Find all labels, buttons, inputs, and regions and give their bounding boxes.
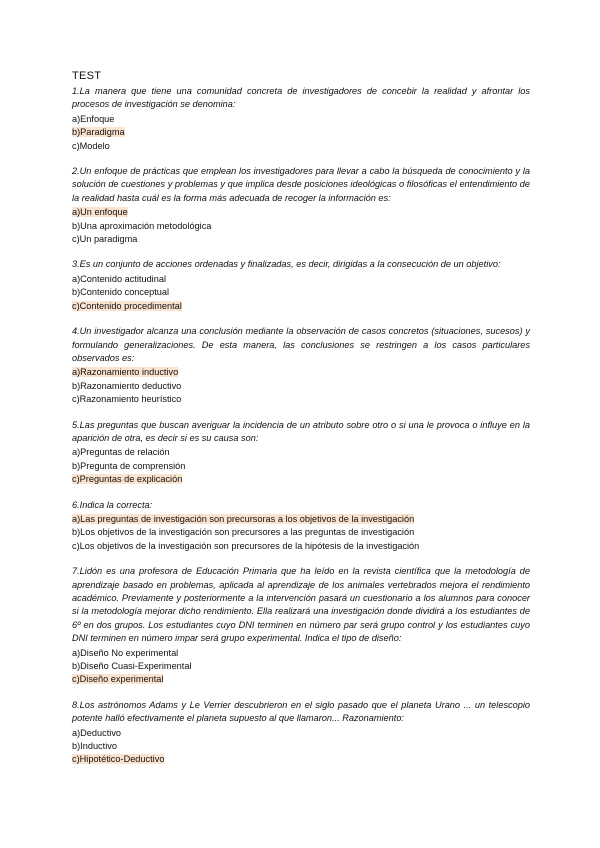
answer-option-label: b)Paradigma: [72, 127, 125, 138]
answer-option-correct: [72, 206, 530, 219]
answer-option-label: c)Modelo: [72, 140, 110, 151]
answer-option-label: a)Razonamiento inductivo: [72, 367, 179, 378]
answer-option-correct: [72, 366, 530, 379]
question-block: [72, 419, 530, 487]
answer-option-label: c)Los objetivos de la investigación son precursores de la hipótesis de la investigación: [72, 540, 420, 551]
answer-option-label: a)Un enfoque: [72, 207, 128, 218]
answer-option-correct: [72, 513, 530, 526]
answer-option: [72, 273, 530, 286]
answer-option: [72, 526, 530, 539]
answer-option-label: c)Razonamiento heurístico: [72, 394, 182, 405]
answer-option-label: c)Un paradigma: [72, 234, 138, 245]
answer-option-label: a)Diseño No experimental: [72, 647, 179, 658]
question-text: 3.Es un conjunto de acciones ordenadas y finalizadas, es decir, dirigidas a la consecución de un objetivo:: [72, 259, 501, 270]
answer-option: [72, 220, 530, 233]
answer-option: [72, 233, 530, 246]
question-text: 7.Lidón es una profesora de Educación Primaria que ha leído en la revista científica que la metodología de aprendizaje basado en problemas, aplicada al aprendizaje de los animales vertebrados mejora el rendimiento académico. Previamente y posteriormente a la intervención pasará un cuestionario a los alumnos para conocer si la metodología mejorar dicho rendimiento. Ella realizará una investigación donde dividirá a los estudiantes de 6º en dos grupos. Los estudiantes cuyo DNI terminen en número par será grupo control y los estudiantes cuyo DNI terminen en número impar será grupo experimental. Indica el tipo de diseño:: [72, 566, 530, 644]
answer-option-label: b)Razonamiento deductivo: [72, 380, 182, 391]
answer-option: [72, 660, 530, 673]
answer-option: [72, 727, 530, 740]
question-text: 6.Indica la correcta:: [72, 499, 153, 510]
answer-option: [72, 647, 530, 660]
answer-option: [72, 140, 530, 153]
answer-option-correct: [72, 673, 530, 686]
question-block: [72, 699, 530, 767]
answer-option-correct: [72, 753, 530, 766]
answer-option: [72, 740, 530, 753]
question-block: [72, 85, 530, 153]
page-title: TEST: [72, 70, 102, 82]
answer-option: [72, 380, 530, 393]
question-block: [72, 325, 530, 406]
question-text: 8.Los astrónomos Adams y Le Verrier descubrieron en el siglo pasado que el planeta Urano ... un telescopio potente halló efectivamente el planeta supuesto al que llamaron... Razonamiento:: [72, 699, 530, 724]
answer-option-correct: [72, 126, 530, 139]
answer-option: [72, 460, 530, 473]
answer-option-label: b)Contenido conceptual: [72, 287, 170, 298]
question-block: [72, 258, 530, 313]
answer-option: [72, 540, 530, 553]
question-text: 5.Las preguntas que buscan averiguar la incidencia de un atributo sobre otro o si una le provoca o influye en la aparición de otra, es decir si es su causa son:: [72, 419, 530, 443]
answer-option-label: a)Enfoque: [72, 113, 115, 124]
answer-option: [72, 393, 530, 406]
answer-option-label: b)Inductivo: [72, 741, 117, 752]
question-text: 4.Un investigador alcanza una conclusión mediante la observación de casos concretos (situaciones, sucesos) y formulando generalizaciones. De esta manera, las conclusiones se restringen a los casos particulares observados es:: [72, 326, 530, 363]
answer-option: [72, 113, 530, 126]
answer-option-label: b)Los objetivos de la investigación son precursores a las preguntas de investigación: [72, 527, 415, 538]
answer-option-label: c)Hipotético-Deductivo: [72, 754, 165, 765]
question-list: [72, 85, 530, 767]
answer-option-label: c)Preguntas de explicación: [72, 474, 183, 485]
answer-option: [72, 446, 530, 459]
question-text: 1.La manera que tiene una comunidad concreta de investigadores de concebir la realidad y afrontar los procesos de investigación se denomina:: [72, 86, 530, 110]
answer-option: [72, 286, 530, 299]
answer-option-correct: [72, 473, 530, 486]
answer-option-label: a)Deductivo: [72, 727, 122, 738]
question-block: [72, 565, 530, 687]
answer-option-label: a)Preguntas de relación: [72, 447, 170, 458]
answer-option-correct: [72, 300, 530, 313]
answer-option-label: b)Una aproximación metodológica: [72, 220, 212, 231]
answer-option-label: b)Pregunta de comprensión: [72, 460, 186, 471]
answer-option-label: c)Diseño experimental: [72, 674, 164, 685]
question-text: 2.Un enfoque de prácticas que emplean los investigadores para llevar a cabo la búsqueda de conocimiento y la solución de cuestiones y problemas y que implica desde posiciones ideológicas o filosóficas el entendimiento de la realidad hasta cuál es la forma más adecuada de recoger la información es:: [72, 166, 530, 203]
answer-option-label: a)Las preguntas de investigación son precursoras a los objetivos de la investigación: [72, 513, 415, 524]
question-block: [72, 165, 530, 246]
answer-option-label: b)Diseño Cuasi-Experimental: [72, 661, 192, 672]
answer-option-label: a)Contenido actitudinal: [72, 273, 166, 284]
answer-option-label: c)Contenido procedimental: [72, 300, 182, 311]
question-block: [72, 499, 530, 554]
